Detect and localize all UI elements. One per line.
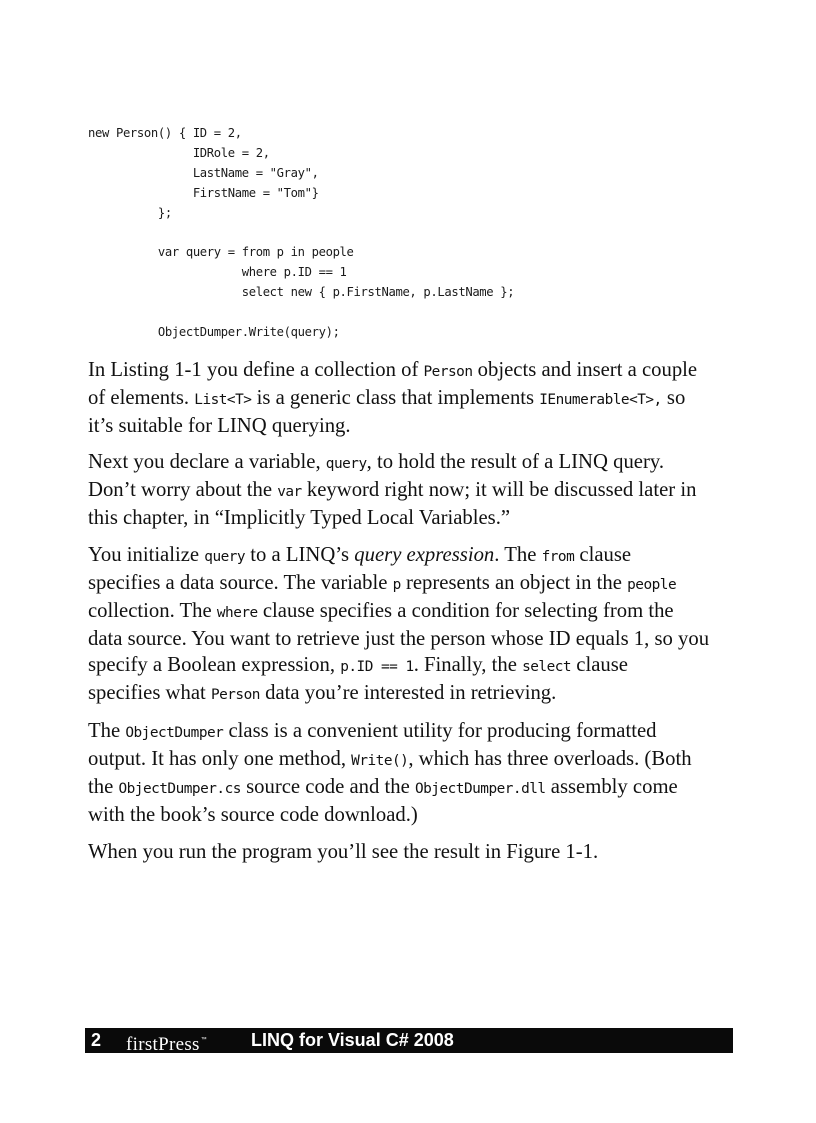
code-listing [88,124,514,343]
code-line: select new { p.FirstName, p.LastName }; [88,285,515,300]
code-line: IDRole = 2, [88,145,270,160]
inline-code: query [204,548,246,565]
publisher-brand: firstPress™ [126,1034,208,1055]
paragraph-query-variable: Next you declare a variable, query, to hold the result of a LINQ query. Don’t worry about the var keyword right now; it will be discussed later in this chapter, in “Implicitly Typed Local Variables.” [88,451,697,530]
inline-code: where [216,604,258,621]
code-line: FirstName = "Tom"} [88,185,319,200]
inline-code: List<T> [194,392,252,409]
code-line: new Person() { ID = 2, [88,126,242,140]
inline-code: var [277,484,302,501]
inline-code: IEnumerable<T>, [539,392,662,409]
code-line: var query = from p in people [88,245,354,260]
trademark-symbol: ™ [200,1037,208,1043]
inline-code: Write() [351,753,409,770]
code-line: ObjectDumper.Write(query); [88,324,340,339]
inline-code: from [541,548,575,565]
code-line: where p.ID == 1 [88,265,347,280]
inline-code: ObjectDumper.dll [414,781,546,798]
inline-code: ObjectDumper [125,725,224,742]
inline-code: people [627,576,677,593]
code-line [88,223,514,243]
inline-code: Person [423,364,473,380]
emphasis: query expression [354,543,495,566]
paragraph-query-expression: You initialize query to a LINQ’s query expression. The from clause specifies a data source. The variable p represents an object in the people collection. The where clause specifies a condition for selecting from the data source. You want to retrieve just the person whose ID equals 1, so you specify a Boolean expression, p.ID == 1. Finally, the select clause specifies what Person data you’re interested in retrieving. [88,543,710,705]
body-text [88,357,738,875]
inline-code: select [522,658,572,675]
paragraph-listing-intro: In Listing 1-1 you define a collection of Person objects and insert a couple of elements. List<T> is a generic class that implements IEnumerable<T>, so it’s suitable for LINQ querying. [88,359,698,438]
page-footer [85,1028,733,1053]
paragraph-run-program: When you run the program you’ll see the result in Figure 1-1. [88,840,599,863]
book-title: LINQ for Visual C# 2008 [251,1030,454,1050]
inline-code: query [325,456,367,473]
page-number: 2 [91,1030,102,1050]
code-line: LastName = "Gray", [88,165,319,180]
inline-code: p.ID == 1 [340,658,414,675]
paragraph-object-dumper: The ObjectDumper class is a convenient utility for producing formatted output. It has only one method, Write(), which has three overloads. (Both the ObjectDumper.cs source code and the ObjectDumper.dll assembly come with the book’s source code download.) [88,720,692,827]
inline-code: Person [210,687,260,704]
inline-code: p [392,576,401,593]
inline-code: ObjectDumper.cs [118,781,241,798]
code-line [88,303,514,323]
code-line: }; [88,205,172,220]
